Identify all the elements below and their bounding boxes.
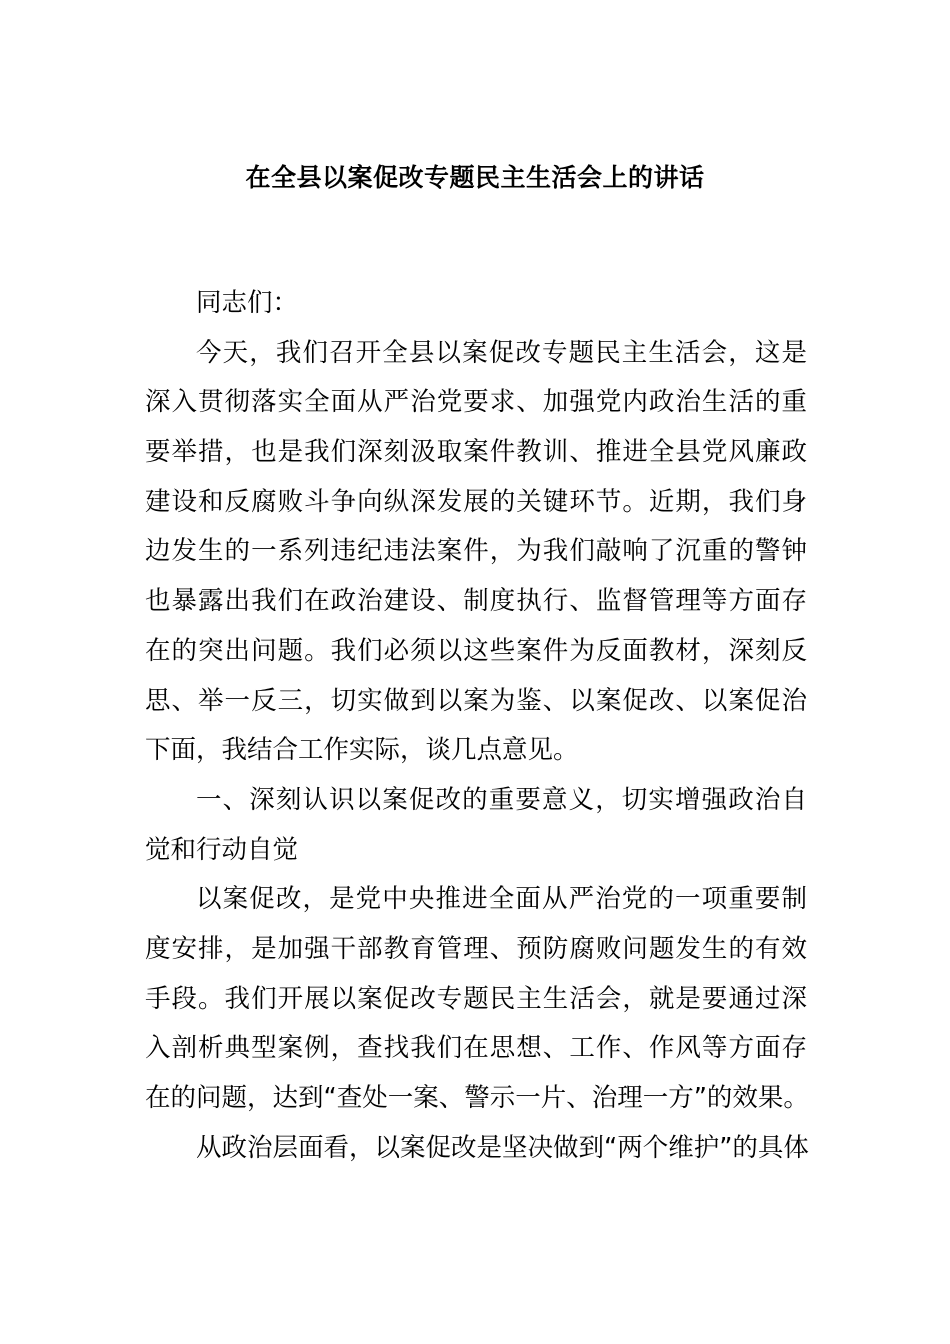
document-body — [145, 283, 807, 1177]
paragraph-line: 在的突出问题。我们必须以这些案件为反面教材，深刻反 — [145, 635, 807, 666]
paragraph-line: 下面，我结合工作实际，谈几点意见。 — [145, 735, 579, 766]
paragraph-line: 要举措，也是我们深刻汲取案件教训、推进全县党风廉政 — [145, 437, 807, 468]
paragraph-line: 度安排，是加强干部教育管理、预防腐败问题发生的有效 — [145, 933, 807, 964]
paragraph-line: 在的问题，达到“查处一案、警示一片、治理一方”的效果。 — [145, 1083, 809, 1113]
paragraph-line: 入剖析典型案例，查找我们在思想、工作、作风等方面存 — [145, 1033, 807, 1064]
paragraph-line: 今天，我们召开全县以案促改专题民主生活会，这是 — [196, 337, 807, 368]
paragraph-line: 从政治层面看，以案促改是坚决做到“两个维护”的具体 — [196, 1132, 809, 1163]
document-title: 在全县以案促改专题民主生活会上的讲话 — [245, 163, 705, 192]
paragraph-line: 也暴露出我们在政治建设、制度执行、监督管理等方面存 — [145, 586, 807, 617]
paragraph-line: 建设和反腐败斗争向纵深发展的关键环节。近期，我们身 — [145, 486, 807, 517]
section-heading-line: 觉和行动自觉 — [145, 834, 299, 865]
paragraph-line: 手段。我们开展以案促改专题民主生活会，就是要通过深 — [145, 983, 807, 1014]
salutation-line: 同志们： — [196, 288, 299, 318]
paragraph-line: 深入贯彻落实全面从严治党要求、加强党内政治生活的重 — [145, 387, 807, 418]
section-heading-line: 一、深刻认识以案促改的重要意义，切实增强政治自 — [196, 784, 807, 815]
paragraph-line: 边发生的一系列违纪违法案件，为我们敲响了沉重的警钟 — [145, 536, 807, 567]
paragraph-line: 以案促改，是党中央推进全面从严治党的一项重要制 — [196, 884, 807, 915]
paragraph-line: 思、举一反三，切实做到以案为鉴、以案促改、以案促治 — [145, 685, 807, 716]
